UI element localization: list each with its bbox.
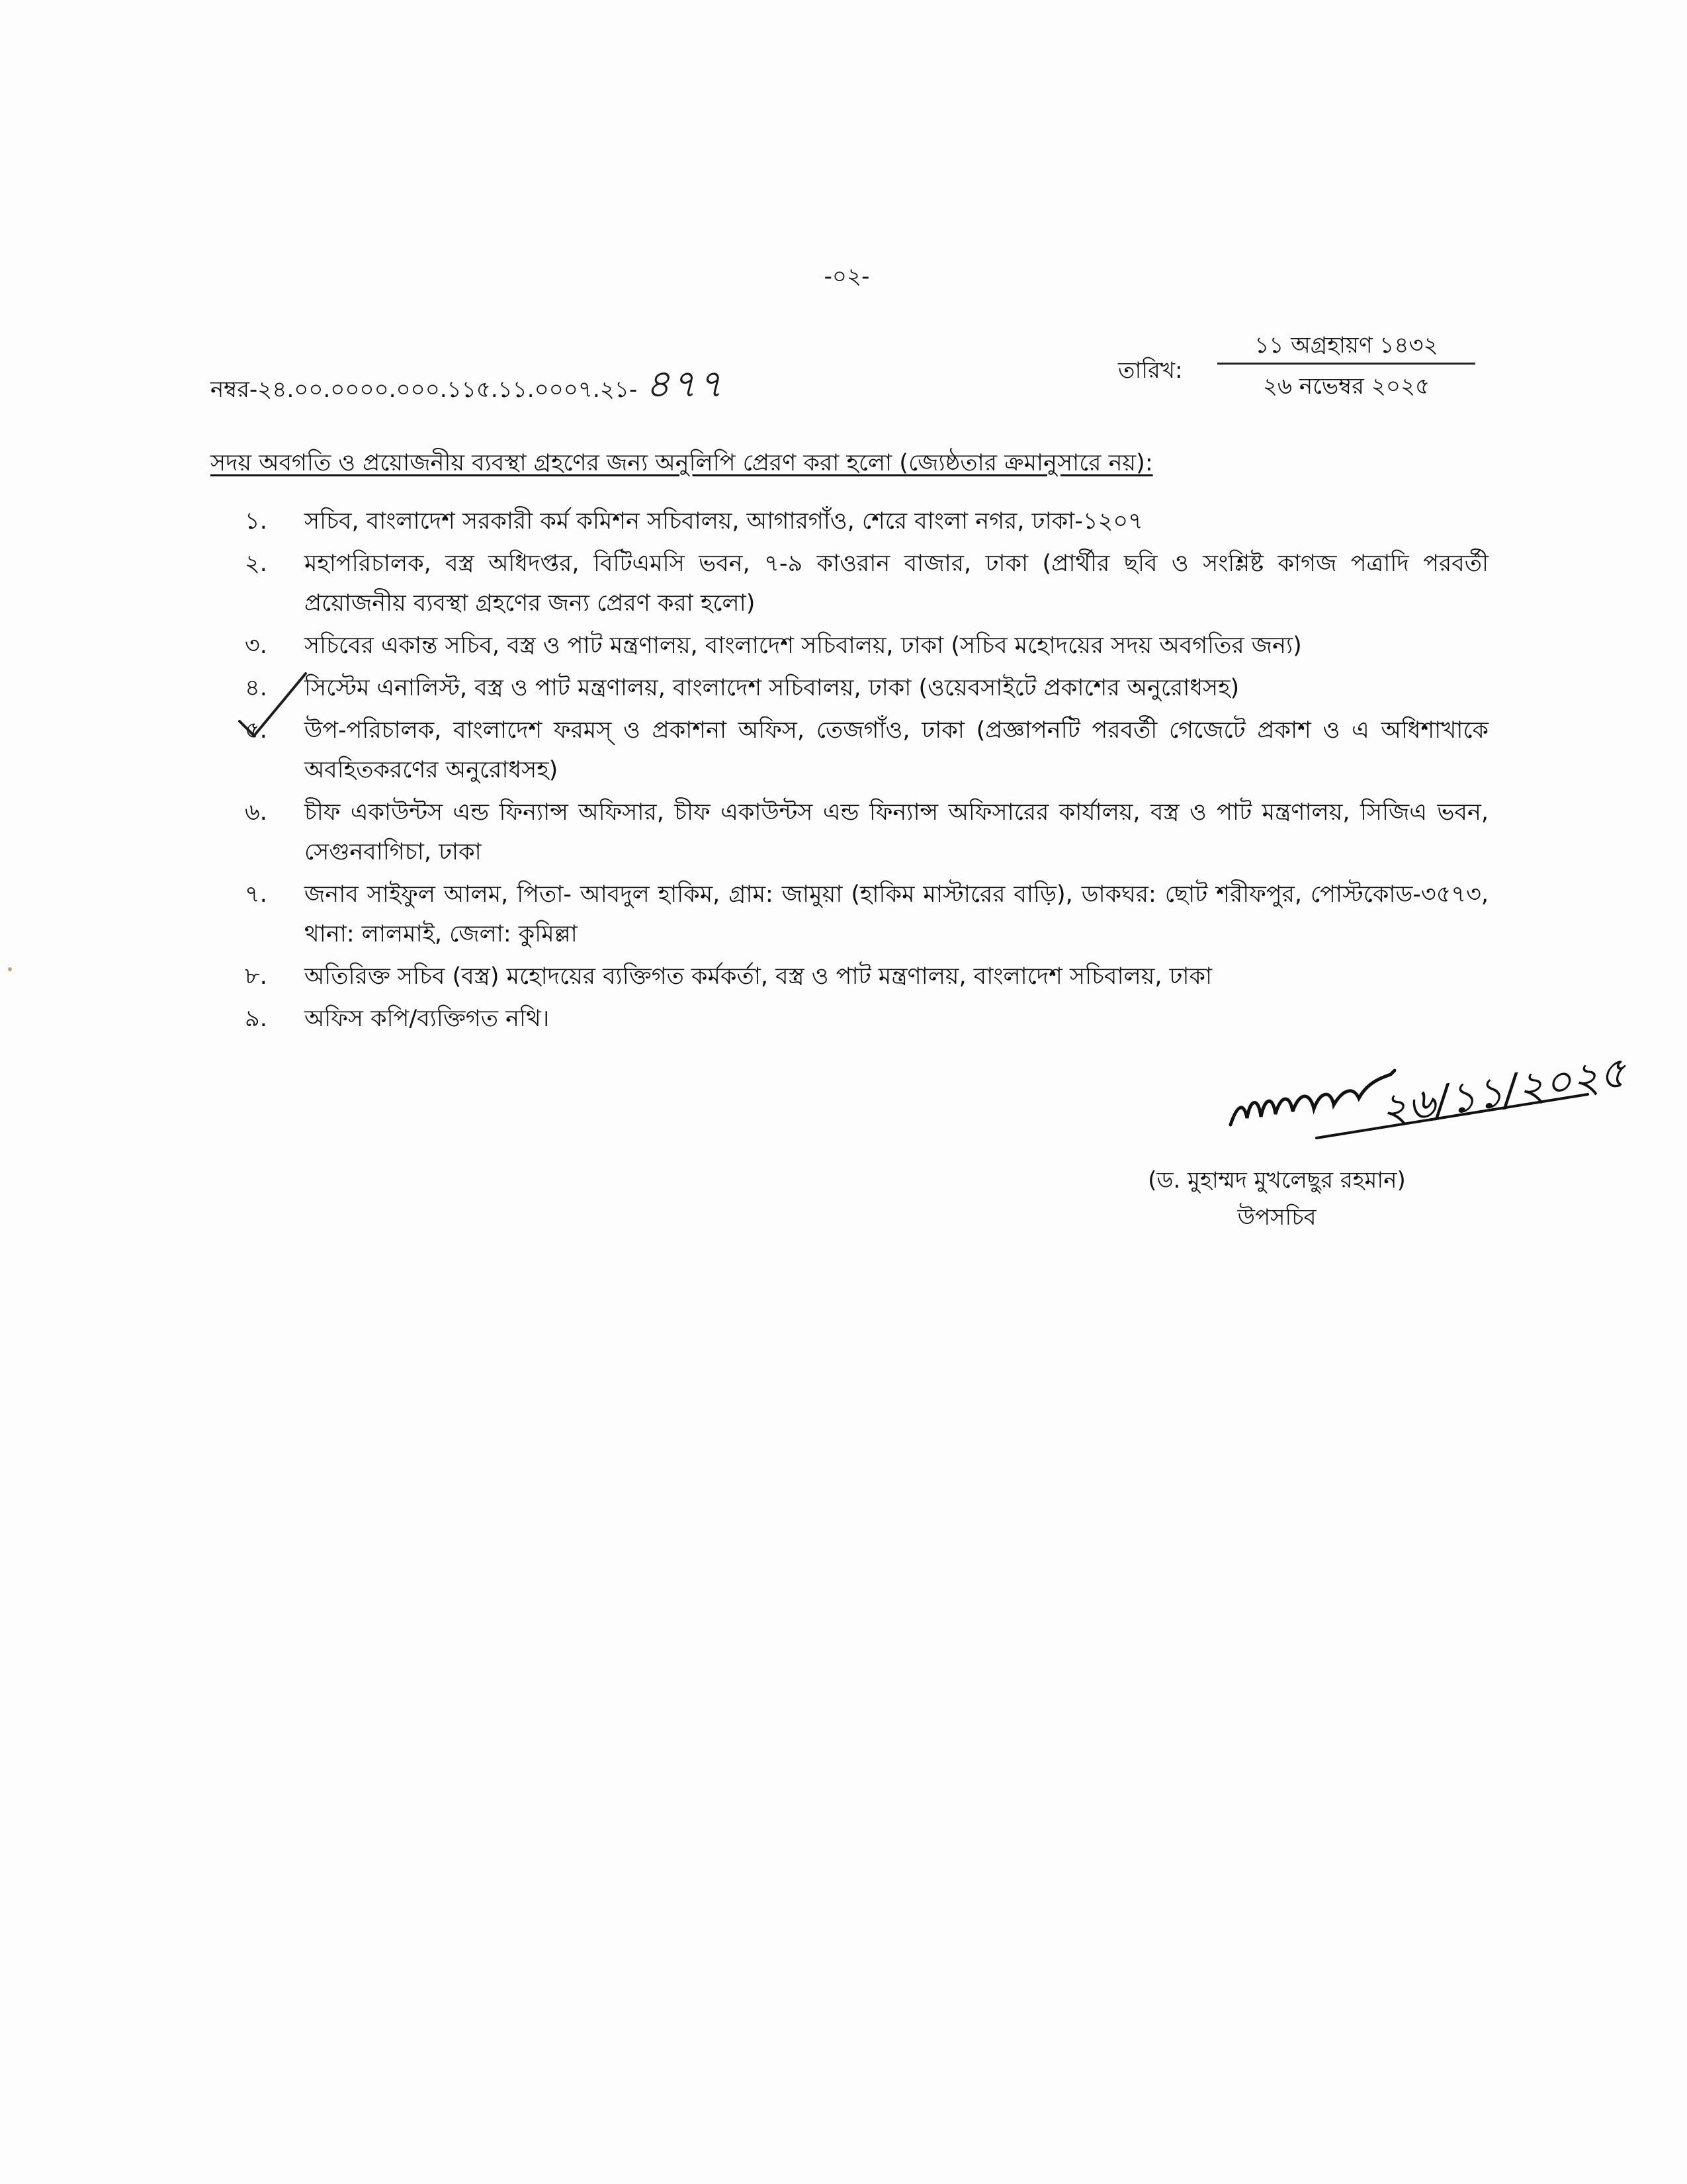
recipient-item bbox=[245, 626, 1489, 666]
recipient-number: ৯. bbox=[245, 1006, 267, 1032]
scan-speck bbox=[8, 967, 12, 971]
recipient-text: সচিব, বাংলাদেশ সরকারী কর্ম কমিশন সচিবালয়, আগারগাঁও, শেরে বাংলা নগর, ঢাকা-১২০৭ bbox=[304, 508, 1143, 535]
recipient-item bbox=[245, 875, 1489, 954]
recipient-number: ৭. bbox=[245, 881, 267, 908]
recipient-item bbox=[245, 544, 1489, 623]
signer-name: (ড. মুহাম্মদ মুখলেছুর রহমান) bbox=[1148, 1167, 1406, 1194]
handwritten-checkmark-icon bbox=[237, 670, 310, 742]
signer-title: উপসচিব bbox=[1237, 1204, 1317, 1231]
recipient-number: ৩. bbox=[245, 633, 267, 659]
memo-number bbox=[210, 355, 724, 419]
signature-date: ২৬/১১/২০২৫ bbox=[1376, 1047, 1630, 1135]
recipient-text: সচিবের একান্ত সচিব, বস্ত্র ও পাট মন্ত্রণালয়, বাংলাদেশ সচিবালয়, ঢাকা (সচিব মহোদয়ের সদয় অবগতির জন্য) bbox=[304, 633, 1302, 659]
memo-number-printed: নম্বর-২৪.০০.০০০০.০০০.১১৫.১১.০০০৭.২১- bbox=[210, 376, 638, 403]
date-label: তারিখ: bbox=[1118, 357, 1183, 384]
date-divider bbox=[1217, 363, 1475, 365]
distribution-intro: সদয় অবগতি ও প্রয়োজনীয় ব্যবস্থা গ্রহণের জন্য অনুলিপি প্রেরণ করা হলো (জ্যেষ্ঠতার ক্রমানুসারে নয়): bbox=[210, 450, 1153, 476]
recipient-text: চীফ একাউন্টস এন্ড ফিন্যান্স অফিসার, চীফ একাউন্টস এন্ড ফিন্যান্স অফিসারের কার্যালয়, বস্ত্র ও পাট মন্ত্রণালয়, সিজিএ ভবন, সেগুনবাগিচা, ঢাকা bbox=[304, 799, 1489, 865]
recipient-text: অতিরিক্ত সচিব (বস্ত্র) মহোদয়ের ব্যক্তিগত কর্মকর্তা, বস্ত্র ও পাট মন্ত্রণালয়, বাংলাদেশ সচিবালয়, ঢাকা bbox=[304, 963, 1213, 990]
recipient-number: ৫. bbox=[245, 717, 267, 744]
handwritten-signature bbox=[1217, 1026, 1630, 1178]
recipient-number: ৬. bbox=[245, 799, 267, 826]
date-block bbox=[1118, 328, 1475, 408]
recipient-text: উপ-পরিচালক, বাংলাদেশ ফরমস্ ও প্রকাশনা অফিস, তেজগাঁও, ঢাকা (প্রজ্ঞাপনটি পরবর্তী গেজেটে প্রকাশ ও এ অধিশাখাকে অবহিতকরণের অনুরোধসহ) bbox=[304, 717, 1489, 783]
recipient-item bbox=[245, 793, 1489, 872]
recipient-list bbox=[245, 502, 1489, 1041]
recipient-number: ১. bbox=[245, 508, 267, 535]
recipient-text: জনাব সাইফুল আলম, পিতা- আবদুল হাকিম, গ্রাম: জামুয়া (হাকিম মাস্টারের বাড়ি), ডাকঘর: ছোট শরীফপুর, পোস্টকোড-৩৫৭৩, থানা: লালমাই, জেলা: কুমিল্লা bbox=[304, 881, 1489, 947]
recipient-item bbox=[245, 502, 1489, 541]
recipient-item bbox=[245, 957, 1489, 996]
date-bangla: ১১ অগ্রহায়ণ ১৪৩২ bbox=[1254, 332, 1438, 359]
recipient-number: ৮. bbox=[245, 963, 267, 990]
recipient-item bbox=[245, 711, 1489, 790]
recipient-number: ৪. bbox=[245, 675, 267, 701]
memo-number-handwritten: ৪৭৭ bbox=[645, 361, 724, 406]
page-number: -০২- bbox=[824, 263, 870, 290]
recipient-text: সিস্টেম এনালিস্ট, বস্ত্র ও পাট মন্ত্রণালয়, বাংলাদেশ সচিবালয়, ঢাকা (ওয়েবসাইটে প্রকাশের অনুরোধসহ) bbox=[304, 675, 1240, 701]
recipient-text: মহাপরিচালক, বস্ত্র অধিদপ্তর, বিটিএমসি ভবন, ৭-৯ কাওরান বাজার, ঢাকা (প্রার্থীর ছবি ও সংশ্লিষ্ট কাগজ পত্রাদি পরবর্তী প্রয়োজনীয় ব্যবস্থা গ্রহণের জন্য প্রেরণ করা হলো) bbox=[304, 550, 1489, 617]
recipient-text: অফিস কপি/ব্যক্তিগত নথি। bbox=[304, 1006, 550, 1032]
recipient-item bbox=[245, 668, 1489, 708]
date-english: ২৬ নভেম্বর ২০২৫ bbox=[1262, 373, 1430, 400]
recipient-number: ২. bbox=[245, 550, 267, 577]
